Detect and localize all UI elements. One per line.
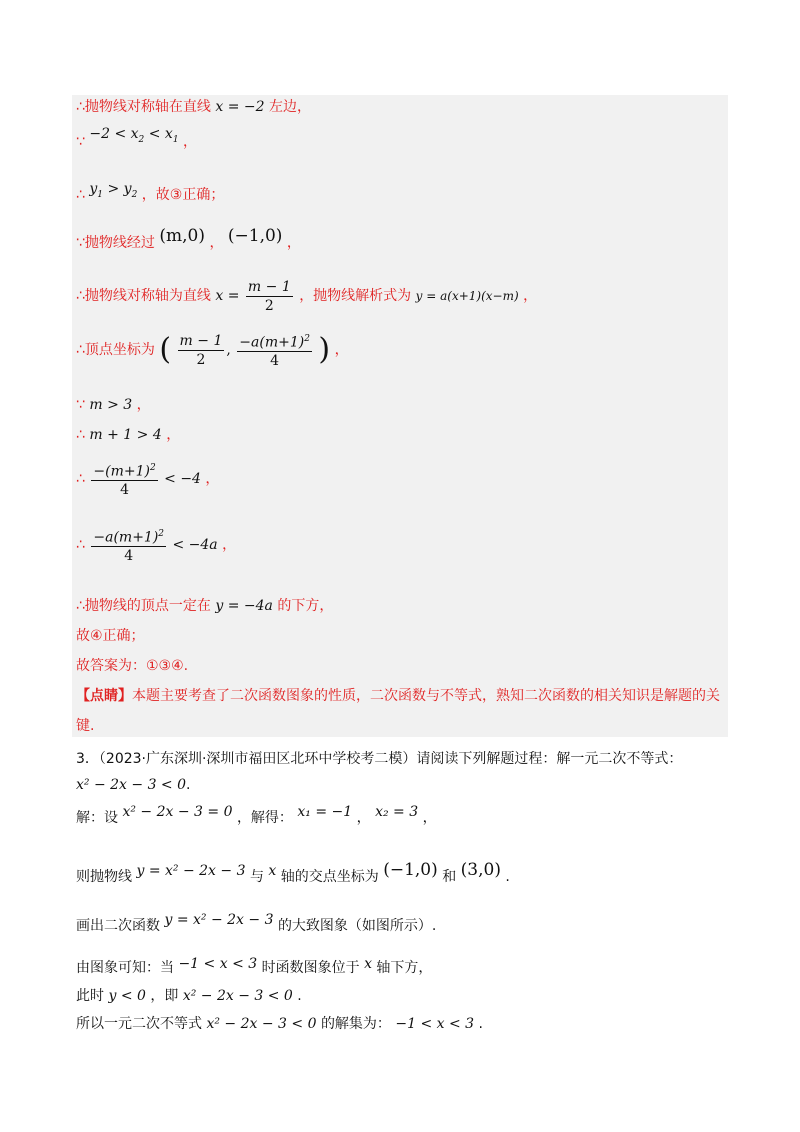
line-passes-through: [76, 226, 301, 253]
fraction: $\frac{-a(m+1)^2}{4}$: [237, 330, 312, 371]
math: y < 0: [108, 988, 146, 1004]
commentary-text: 本题主要考查了二次函数图象的性质，二次函数与不等式，熟知二次函数的相关知识是解题的关: [132, 688, 720, 704]
solution-y-negative: 此时 y < 0 ，即 x² − 2x − 3 < 0 .: [76, 988, 302, 1004]
solution-intersections: 则抛物线 y = x² − 2x − 3 与 x 轴的交点坐标为 (−1,0) 和 (3,0) .: [76, 860, 510, 885]
text: ，抛物线解析式为: [299, 288, 412, 304]
solution-set: 所以一元二次不等式 x² − 2x − 3 < 0 的解集为： −1 < x < 3 .: [76, 1016, 483, 1032]
solution-from-graph: 由图象可知：当 −1 < x < 3 时函数图象位于 x 轴下方，: [76, 956, 433, 976]
math: < −4: [164, 471, 201, 487]
line-x-range: [76, 126, 197, 158]
math: < −4a: [172, 537, 218, 553]
text: ，: [209, 235, 224, 251]
math: x: [364, 956, 372, 972]
fraction: $\frac{-(m+1)^2}{4}$: [91, 459, 157, 500]
text: ，: [222, 537, 237, 553]
math: < x: [144, 126, 173, 142]
problem-heading: 3．（2023·广东深圳·深圳市福田区北环中学校考二模）请阅读下列解题过程：解一元二次不等式：: [76, 751, 683, 767]
solution-draw-graph: 画出二次函数 y = x² − 2x − 3 的大致图象（如图所示）.: [76, 912, 437, 934]
math: x² − 2x − 3 < 0: [76, 777, 187, 793]
math-equation: y = a(x+1)(x−m): [415, 289, 519, 303]
solution-roots: 解：设 x² − 2x − 3 = 0 ，解得： x₁ = −1 ， x₂ = 3 ，: [76, 804, 437, 826]
text: ，: [286, 235, 301, 251]
line-m-plus-1: [76, 425, 180, 445]
therefore-symbol: ∴: [76, 187, 85, 203]
math: y = x² − 2x − 3: [136, 863, 246, 879]
line-m-gt-3: [76, 395, 151, 415]
text: ，: [205, 471, 220, 487]
math: > y: [103, 181, 132, 197]
commentary-label: 【点睛】: [76, 688, 132, 704]
math: −2 < x: [89, 126, 139, 142]
math: x² − 2x − 3 = 0: [122, 804, 233, 820]
text: ，: [523, 288, 538, 304]
math: y = x² − 2x − 3: [164, 912, 274, 928]
text: ，: [183, 134, 197, 150]
fraction: $\frac{m - 1}{2}$: [179, 332, 223, 368]
therefore-symbol: ∴: [76, 537, 85, 553]
text: ，: [136, 397, 151, 413]
line-y1-gt-y2: [76, 181, 225, 211]
line-commentary: [76, 686, 720, 706]
subscript: 2: [138, 134, 145, 145]
because-symbol: ∵: [76, 397, 85, 413]
text: 的下方，: [277, 598, 334, 614]
subscript: 1: [172, 134, 179, 145]
therefore-symbol: ∴: [76, 471, 85, 487]
text: ，故③正确；: [141, 187, 225, 203]
text: 故④正确；: [76, 628, 145, 644]
math-point: (−1,0): [227, 226, 283, 246]
therefore-symbol: ∴: [76, 427, 85, 443]
math-point: (3,0): [460, 860, 501, 880]
math: x₂ = 3: [375, 804, 419, 820]
math-point: (−1,0): [383, 860, 438, 880]
math: m + 1 > 4: [89, 427, 162, 443]
text: 左边，: [269, 99, 311, 115]
fraction: $\frac{-a(m+1)^2}{4}$: [91, 525, 166, 566]
math: −1 < x < 3: [178, 956, 258, 972]
answer-text: 故答案为：①③④.: [76, 658, 189, 674]
line-four-correct: [76, 626, 145, 646]
subscript: 2: [131, 189, 138, 200]
fraction: $\frac{m - 1}{2}$: [247, 278, 291, 314]
line-commentary-end: [76, 716, 94, 736]
math: m > 3: [89, 397, 133, 413]
text: ∵抛物线经过: [76, 235, 155, 251]
math: x² − 2x − 3 < 0: [206, 1016, 317, 1032]
math: y: [89, 181, 98, 197]
math-point: (m,0): [159, 226, 205, 246]
math: y = −4a: [215, 598, 273, 614]
text: ∴抛物线对称轴为直线: [76, 288, 211, 304]
line-vertex-below: [76, 596, 333, 616]
math: x =: [215, 288, 240, 304]
math-x-eq: x = −2: [215, 99, 265, 115]
text: ，: [166, 427, 181, 443]
subscript: 1: [97, 189, 104, 200]
text: ，: [334, 342, 349, 358]
math: x: [268, 863, 277, 879]
line-ineq-minus4a: [76, 522, 236, 568]
line-ineq-minus4: [76, 456, 219, 502]
text: ∴抛物线的顶点一定在: [76, 598, 211, 614]
text: ∴顶点坐标为: [76, 342, 155, 358]
line-axis-left: [76, 97, 311, 117]
commentary-text: 键.: [76, 718, 95, 734]
line-axis-and-equation: [76, 276, 537, 316]
problem-3-heading: [76, 749, 682, 769]
because-symbol: ∵: [76, 134, 85, 150]
line-answer: [76, 656, 188, 676]
text: ∴抛物线对称轴在直线: [76, 99, 211, 115]
math: −1 < x < 3: [395, 1016, 475, 1032]
problem-3-inequality: x² − 2x − 3 < 0.: [76, 777, 191, 793]
line-vertex: ∴顶点坐标为 ( $\frac{m - 1}{2}$ , $\frac{-a(m+1)^2}{4}$ ) ，: [76, 327, 349, 373]
math: x₁ = −1: [297, 804, 353, 820]
math: x² − 2x − 3 < 0: [182, 988, 293, 1004]
